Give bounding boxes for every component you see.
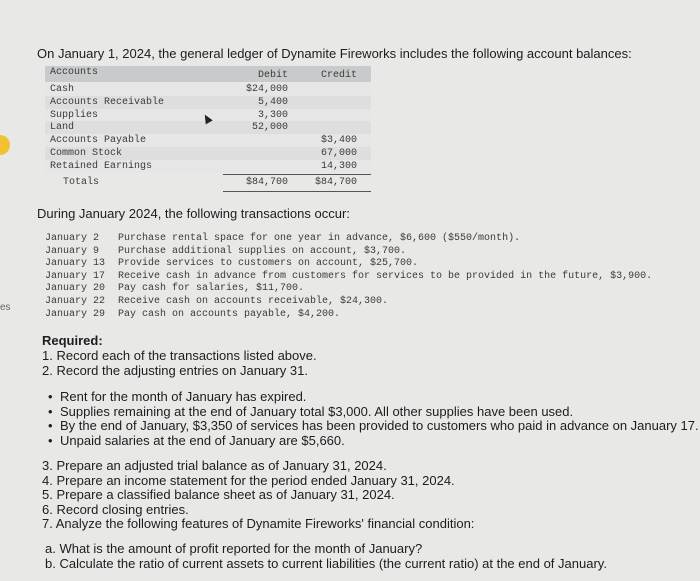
transaction-date: January 13 bbox=[45, 258, 106, 270]
transaction-date: January 9 bbox=[45, 245, 100, 257]
account-name: Cash bbox=[50, 84, 75, 95]
header-accounts: Accounts bbox=[50, 67, 99, 78]
account-name: Accounts Receivable bbox=[50, 96, 165, 108]
transaction-row bbox=[45, 296, 388, 307]
bullet-item: • Unpaid salaries at the end of January are $5,660. bbox=[60, 434, 699, 449]
side-indicator bbox=[0, 135, 10, 155]
during-text: During January 2024, the following transactions occur: bbox=[37, 206, 350, 221]
transaction-text: Purchase additional supplies on account, $3,700. bbox=[118, 245, 407, 257]
account-name: Land bbox=[50, 122, 75, 134]
debit-value: $24,000 bbox=[245, 84, 288, 95]
ledger-row bbox=[45, 147, 371, 160]
debit-value: 5,400 bbox=[257, 96, 288, 108]
transaction-date: January 2 bbox=[45, 233, 100, 244]
transaction-row bbox=[45, 309, 340, 320]
debit-value: 52,000 bbox=[251, 122, 288, 134]
account-name: Retained Earnings bbox=[50, 160, 153, 172]
transaction-text: Purchase rental space for one year in advance, $6,600 ($550/month). bbox=[118, 233, 521, 244]
ledger-row bbox=[45, 83, 371, 96]
transaction-row bbox=[45, 258, 418, 269]
debit-value: 3,300 bbox=[257, 109, 288, 121]
question-b: b. Calculate the ratio of current assets to current liabilities (the current ratio) at the end of January. bbox=[45, 555, 607, 571]
step-5: 5. Prepare a classified balance sheet as of January 31, 2024. bbox=[42, 487, 395, 502]
step-1: 1. Record each of the transactions listed above. bbox=[42, 348, 317, 363]
required-title: Required: bbox=[42, 333, 103, 348]
bullet-item: • Supplies remaining at the end of January total $3,000. All other supplies have been used. bbox=[60, 405, 699, 420]
credit-value: 14,300 bbox=[320, 160, 357, 172]
account-name: Supplies bbox=[50, 109, 99, 121]
transaction-date: January 29 bbox=[45, 308, 106, 320]
ledger-row bbox=[45, 134, 371, 147]
intro-text: On January 1, 2024, the general ledger of Dynamite Fireworks includes the following account balances: bbox=[37, 46, 632, 61]
ledger-row bbox=[45, 160, 371, 173]
transaction-text: Pay cash on accounts payable, $4,200. bbox=[118, 308, 341, 320]
step-6: 6. Record closing entries. bbox=[42, 501, 189, 517]
account-name: Accounts Payable bbox=[50, 135, 147, 147]
ledger-row bbox=[45, 121, 371, 134]
account-name: Common Stock bbox=[50, 148, 123, 159]
transaction-row bbox=[45, 246, 406, 257]
step-2: 2. Record the adjusting entries on January 31. bbox=[42, 363, 308, 378]
header-credit: Credit bbox=[320, 70, 357, 81]
transaction-date: January 22 bbox=[45, 296, 106, 307]
transaction-date: January 20 bbox=[45, 283, 106, 295]
ledger-row bbox=[45, 96, 371, 109]
transaction-row bbox=[45, 271, 652, 282]
totals-row bbox=[45, 176, 371, 189]
transaction-row bbox=[45, 283, 304, 294]
transaction-text: Receive cash on accounts receivable, $24,300. bbox=[118, 296, 389, 307]
bullet-item: • Rent for the month of January has expired. bbox=[60, 390, 699, 405]
transaction-text: Provide services to customers on account, $25,700. bbox=[118, 258, 419, 270]
totals-credit: $84,700 bbox=[314, 177, 357, 188]
step-3: 3. Prepare an adjusted trial balance as of January 31, 2024. bbox=[42, 458, 387, 473]
step-7: 7. Analyze the following features of Dynamite Fireworks' financial condition: bbox=[42, 516, 475, 531]
question-a: a. What is the amount of profit reported for the month of January? bbox=[45, 541, 423, 556]
transaction-text: Receive cash in advance from customers for services to be provided in the future, $3,900. bbox=[118, 270, 653, 282]
transaction-date: January 17 bbox=[45, 270, 106, 282]
header-debit: Debit bbox=[257, 70, 288, 81]
step-4: 4. Prepare an income statement for the period ended January 31, 2024. bbox=[42, 472, 455, 488]
bullet-item: • By the end of January, $3,350 of services has been provided to customers who paid in advance on January 17. bbox=[60, 419, 699, 434]
transaction-text: Pay cash for salaries, $11,700. bbox=[118, 283, 305, 295]
totals-debit: $84,700 bbox=[245, 177, 288, 188]
side-label: es bbox=[0, 302, 11, 313]
transaction-row bbox=[45, 233, 520, 244]
credit-value: 67,000 bbox=[320, 148, 357, 159]
credit-value: $3,400 bbox=[320, 135, 357, 147]
totals-label: Totals bbox=[63, 177, 100, 188]
